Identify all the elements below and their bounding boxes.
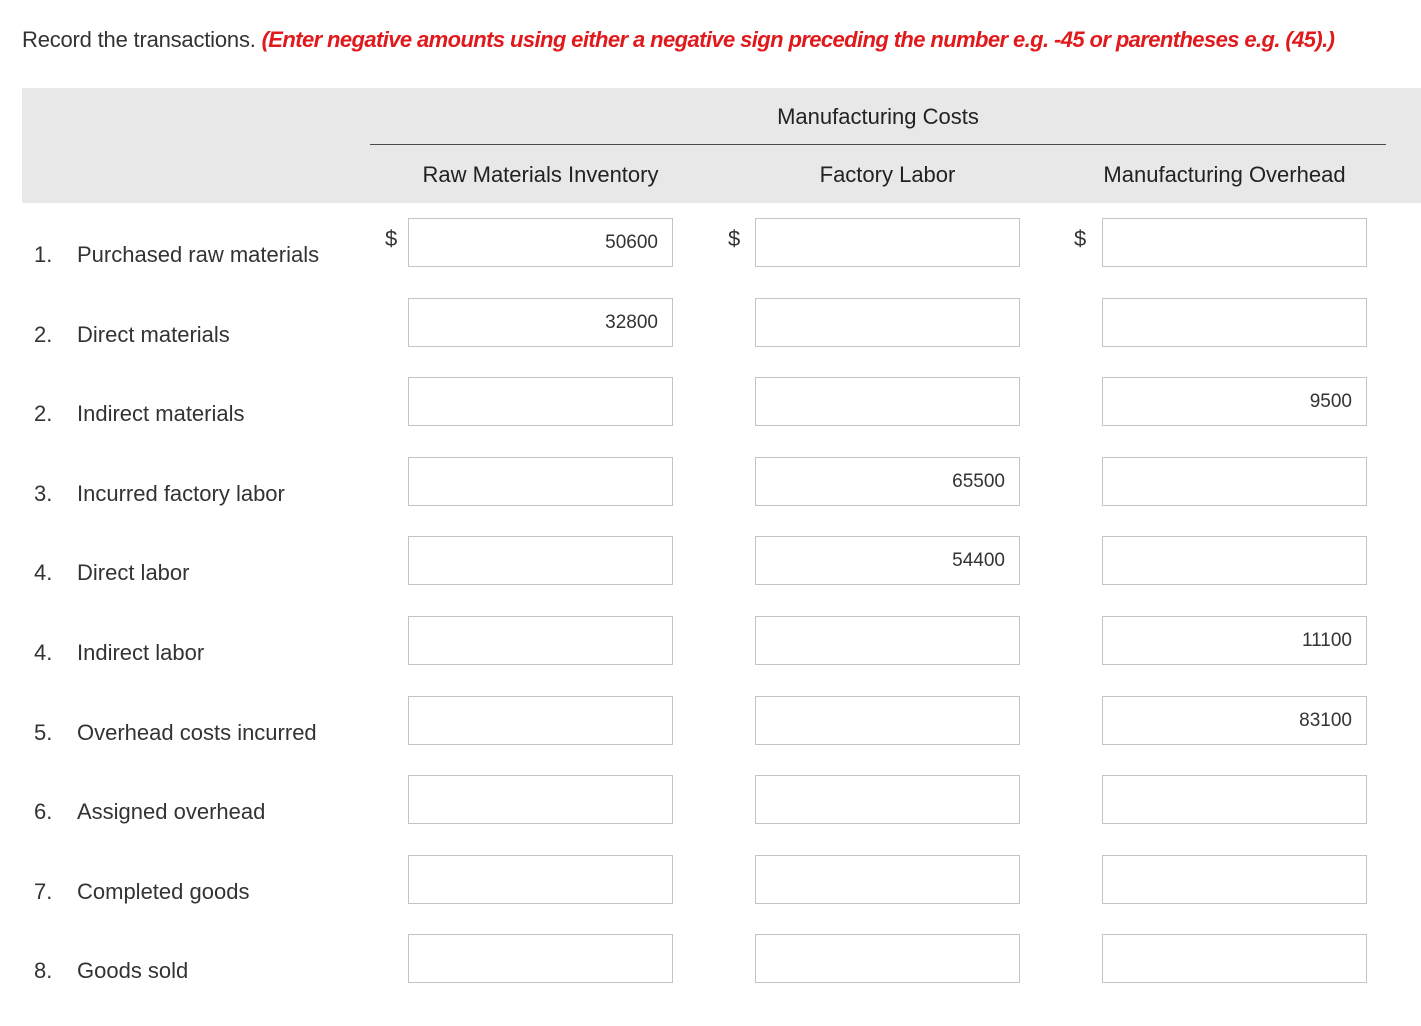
raw-materials-inventory-input[interactable]	[408, 298, 673, 347]
factory-labor-input[interactable]	[755, 218, 1020, 267]
row-number: 1.	[34, 242, 53, 267]
raw-materials-inventory-input[interactable]	[408, 775, 673, 824]
row-number: 7.	[34, 879, 53, 904]
instruction-lead: Record the transactions.	[22, 27, 262, 52]
row-description: Direct labor	[77, 560, 190, 585]
raw-materials-inventory-input[interactable]	[408, 855, 673, 904]
raw-materials-inventory-input[interactable]	[408, 696, 673, 745]
manufacturing-overhead-input[interactable]	[1102, 457, 1367, 506]
row-description: Direct materials	[77, 322, 230, 347]
row-number: 8.	[34, 958, 53, 983]
instruction-text	[22, 24, 1334, 56]
row-label	[34, 797, 265, 827]
row-label	[34, 320, 230, 350]
row-label	[34, 638, 204, 668]
row-description: Completed goods	[77, 879, 250, 904]
row-label	[34, 718, 317, 748]
row-label	[34, 558, 189, 588]
row-label	[34, 399, 245, 429]
row-description: Goods sold	[77, 958, 189, 983]
factory-labor-input[interactable]	[755, 934, 1020, 983]
row-description: Incurred factory labor	[77, 481, 285, 506]
row-label	[34, 479, 285, 509]
group-title-manufacturing-costs: Manufacturing Costs	[777, 104, 979, 129]
factory-labor-input[interactable]	[755, 616, 1020, 665]
manufacturing-overhead-input[interactable]	[1102, 377, 1367, 426]
manufacturing-overhead-input[interactable]	[1102, 934, 1367, 983]
manufacturing-overhead-input[interactable]	[1102, 855, 1367, 904]
column-header-factory-labor: Factory Labor	[819, 162, 956, 187]
manufacturing-overhead-input[interactable]	[1102, 536, 1367, 585]
raw-materials-inventory-input[interactable]	[408, 218, 673, 267]
raw-materials-inventory-input[interactable]	[408, 377, 673, 426]
raw-materials-inventory-input[interactable]	[408, 457, 673, 506]
raw-materials-inventory-input[interactable]	[408, 934, 673, 983]
row-label	[34, 956, 188, 986]
raw-materials-inventory-input[interactable]	[408, 536, 673, 585]
factory-labor-input[interactable]	[755, 298, 1020, 347]
row-number: 4.	[34, 560, 53, 585]
row-description: Indirect materials	[77, 401, 245, 426]
row-number: 6.	[34, 799, 53, 824]
row-label	[34, 877, 249, 907]
currency-symbol: $	[1074, 226, 1087, 251]
factory-labor-input[interactable]	[755, 775, 1020, 824]
raw-materials-inventory-input[interactable]	[408, 616, 673, 665]
instruction-note: (Enter negative amounts using either a negative sign preceding the number e.g. -45 or parentheses e.g. (45).)	[261, 27, 1335, 52]
currency-symbol: $	[385, 226, 398, 251]
row-description: Indirect labor	[77, 640, 205, 665]
factory-labor-input[interactable]	[755, 536, 1020, 585]
row-label	[34, 240, 319, 270]
row-number: 5.	[34, 720, 53, 745]
row-description: Assigned overhead	[77, 799, 266, 824]
manufacturing-overhead-input[interactable]	[1102, 696, 1367, 745]
column-header-raw-materials-inventory: Raw Materials Inventory	[422, 162, 659, 187]
manufacturing-overhead-input[interactable]	[1102, 616, 1367, 665]
row-number: 2.	[34, 401, 53, 426]
row-number: 3.	[34, 481, 53, 506]
manufacturing-overhead-input[interactable]	[1102, 298, 1367, 347]
row-description: Overhead costs incurred	[77, 720, 317, 745]
factory-labor-input[interactable]	[755, 696, 1020, 745]
manufacturing-overhead-input[interactable]	[1102, 775, 1367, 824]
factory-labor-input[interactable]	[755, 377, 1020, 426]
factory-labor-input[interactable]	[755, 457, 1020, 506]
factory-labor-input[interactable]	[755, 855, 1020, 904]
row-description: Purchased raw materials	[77, 242, 320, 267]
row-number: 4.	[34, 640, 53, 665]
currency-symbol: $	[728, 226, 741, 251]
row-number: 2.	[34, 322, 53, 347]
column-header-manufacturing-overhead: Manufacturing Overhead	[1103, 162, 1346, 187]
manufacturing-overhead-input[interactable]	[1102, 218, 1367, 267]
group-title-divider	[370, 144, 1386, 145]
